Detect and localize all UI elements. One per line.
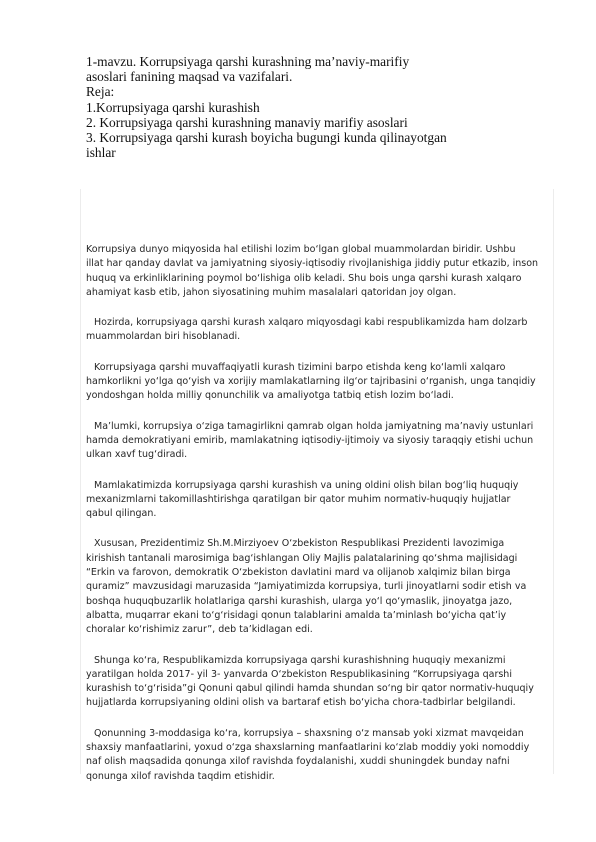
paragraph-line: Ma’lumki, korrupsiya o‘ziga tamagirlikni qamrab olgan holda jamiyatning ma’naviy ustunlari (94, 420, 534, 432)
document-header (86, 54, 546, 160)
paragraph-line: quramiz” mavzusidagi maruzasida “Jamiyatimizda korrupsiya, turli jinoyatlarni sodir etish va (86, 581, 527, 593)
topic-title-line-1: 1-mavzu. Korrupsiyaga qarshi kurashning ma’naviy-marifiy (86, 54, 410, 69)
paragraph-line: Hozirda, korrupsiyaga qarshi kurash xalqaro miqyosdagi kabi respublikamizda ham dolzarb (94, 317, 528, 329)
paragraph-7 (86, 654, 552, 711)
plan-item-3-line-2: ishlar (86, 145, 116, 161)
paragraph-line: “Erkin va farovon, demokratik O‘zbekiston davlatini mard va olijanob xalqimiz bilan birga (86, 567, 511, 579)
paragraph-line: choralar ko‘rishimiz zarur”, deb ta’kidlagan edi. (86, 624, 313, 636)
paragraph-2 (86, 316, 552, 345)
paragraph-line: yaratilgan holda 2017- yil 3- yanvarda O‘zbekiston Respublikasining “Korrupsiyaga qarshi (86, 668, 512, 680)
topic-title-line-2: asoslari fanining maqsad va vazifalari. (86, 69, 293, 85)
paragraph-line: yondoshgan holda milliy qonunchilik va amaliyotga tatbiq etish lozim bo‘ladi. (86, 390, 454, 402)
paragraph-line: Mamlakatimizda korrupsiyaga qarshi kurashish va uning oldini olish bilan bog‘liq huquqiy (94, 479, 519, 491)
paragraph-line: qonunga xilof ravishda taqdim etishidir. (86, 770, 275, 782)
plan-label: Reja: (86, 84, 115, 100)
paragraph-line: kirishish tantanali marosimiga bag‘ishlangan Oliy Majlis palatalarining qo‘shma majlisidagi (86, 552, 518, 564)
paragraph-line: Korrupsiyaga qarshi muvaffaqiyatli kurash tizimini barpo etishda keng ko‘lamli xalqaro (94, 361, 506, 373)
paragraph-line: albatta, muqarrar ekani to‘g‘risidagi qonun talablarini amalda ta’minlash bo‘yicha qat’iy (86, 609, 507, 621)
paragraph-8 (86, 727, 552, 784)
paragraph-line: hujjatlarda korrupsiyaning oldini olish va bartaraf etish bo‘yicha chora-tadbirlar belgilandi. (86, 697, 516, 709)
paragraph-line: Korrupsiya dunyo miqyosida hal etilishi lozim bo‘lgan global muammolardan biridir. Ushbu (86, 244, 516, 255)
paragraph-line: ulkan xavf tug‘diradi. (86, 449, 188, 461)
paragraph-6 (86, 537, 552, 637)
paragraph-line: qabul qilingan. (86, 508, 157, 520)
plan-item-1: 1.Korrupsiyaga qarshi kurashish (86, 99, 260, 115)
paragraph-line: illat har qanday davlat va jamiyatning siyosiy-iqtisodiy rivojlanishiga jiddiy putur etkazib, inson (86, 258, 539, 270)
paragraph-line: boshqa huquqbuzarlik holatlariga qarshi kurashish, ularga yo‘l qo‘ymaslik, jinoyatga jazo, (86, 595, 513, 607)
paragraph-line: ahamiyat kasb etib, jahon siyosatining muhim masalalari qatoridan joy olgan. (86, 286, 457, 298)
paragraph-line: mexanizmlarni takomillashtirishga qaratilgan bir qator muhim normativ-huquqiy hujjatlar (86, 493, 511, 505)
paragraph-5 (86, 479, 552, 522)
paragraph-line: Shunga ko‘ra, Respublikamizda korrupsiyaga qarshi kurashishning huquqiy mexanizmi (94, 654, 506, 666)
paragraph-line: shaxsiy manfaatlarini, yoxud o‘zga shaxslarning manfaatlarini ko‘zlab moddiy yoki nomoddiy (86, 742, 530, 754)
paragraph-line: muammolardan biri hisoblanadi. (86, 331, 241, 343)
paragraph-line: Qonunning 3-moddasiga ko‘ra, korrupsiya – shaxsning o‘z mansab yoki xizmat mavqeidan (94, 727, 524, 739)
paragraph-line: huquq va erkinliklarining poymol bo‘lishiga olib keladi. Shu bois unga qarshi kurash xalqaro (86, 272, 522, 284)
plan-item-3-line-1: 3. Korrupsiyaga qarshi kurash boyicha bugungi kunda qilinayotgan (86, 130, 447, 146)
paragraph-1 (86, 243, 552, 300)
paragraph-line: naf olish maqsadida qonunga xilof ravishda foydalanishi, xuddi shuningdek bunday nafni (86, 756, 510, 768)
paragraph-line: Xususan, Prezidentimiz Sh.M.Mirziyoev O‘zbekiston Respublikasi Prezidenti lavozimiga (94, 538, 505, 550)
paragraph-line: kurashish to‘g‘risida”gi Qonuni qabul qilindi hamda shundan so‘ng bir qator normativ-huquqiy (86, 683, 534, 695)
plan-item-2: 2. Korrupsiyaga qarshi kurashning manaviy marifiy asoslari (86, 114, 408, 130)
body-text (86, 243, 552, 800)
paragraph-4 (86, 420, 552, 463)
paragraph-line: hamkorlikni yo‘lga qo‘yish va xorijiy mamlakatlarning ilg‘or tajribasini o‘rganish, unga tanqidiy (86, 376, 536, 388)
paragraph-line: hamda demokratiyani emirib, mamlakatning iqtisodiy-ijtimoiy va siyosiy taraqqiy etishi uchun (86, 434, 534, 446)
paragraph-3 (86, 361, 552, 404)
